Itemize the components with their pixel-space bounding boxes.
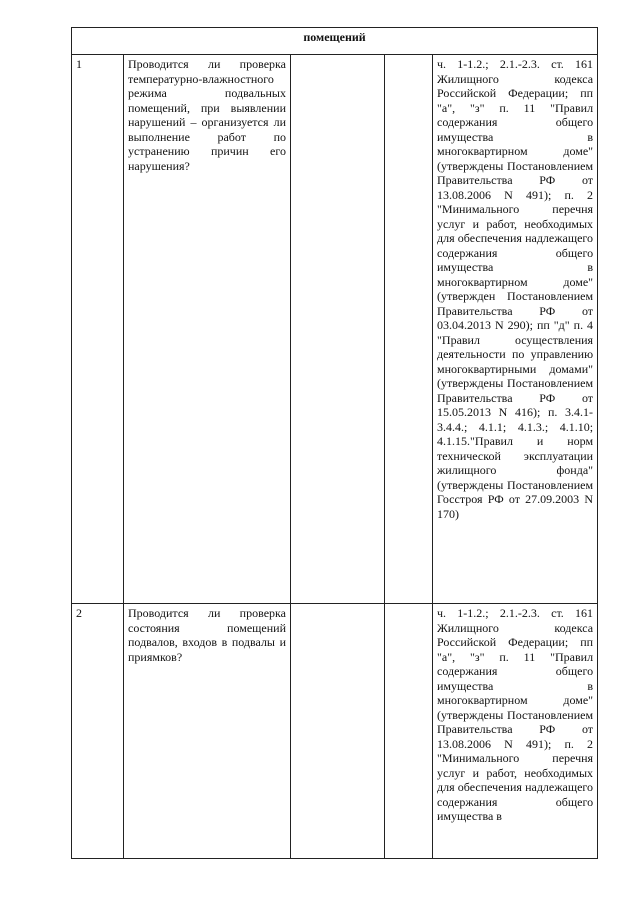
- empty-cell: [291, 604, 385, 859]
- section-header-row: [72, 28, 598, 55]
- empty-cell: [385, 604, 433, 859]
- section-title: помещений: [72, 28, 598, 55]
- empty-cell: [385, 55, 433, 604]
- row-number: 2: [72, 604, 124, 859]
- question-cell: Проводится ли проверка состояния помещений подвалов, входов в подвалы и приямков?: [124, 604, 291, 859]
- checklist-table: [71, 27, 598, 859]
- legal-reference-cell: [433, 604, 598, 859]
- table-row: [72, 55, 598, 604]
- question-cell: Проводится ли проверка температурно-влажностного режима подвальных помещений, при выявлении нарушений – организуется ли выполнение работ по устранению причин его нарушения?: [124, 55, 291, 604]
- legal-reference-text: ч. 1-1.2.; 2.1.-2.3. ст. 161 Жилищного кодекса Российской Федерации; пп "а", "з" п. 11 "Правил содержания общего имущества в многоквартирном доме" (утверждены Постановлением Правительства РФ от 13.08.2006 N 491); п. 2 "Минимального перечня услуг и работ, необходимых для обеспечения надлежащего содержания общего имущества в: [437, 606, 594, 823]
- legal-reference-cell: ч. 1-1.2.; 2.1.-2.3. ст. 161 Жилищного кодекса Российской Федерации; пп "а", "з" п. 11 "Правил содержания общего имущества в многоквартирном доме" (утверждены Постановлением Правительства РФ от 13.08.2006 N 491); п. 2 "Минимального перечня услуг и работ, необходимых для обеспечения надлежащего содержания общего имущества в многоквартирном доме" (утвержден Постановлением Правительства РФ от 03.04.2013 N 290); пп "д" п. 4 "Правил осуществления деятельности по управлению многоквартирными домами" (утверждены Постановлением Правительства РФ от 15.05.2013 N 416); п. 3.4.1-3.4.4.; 4.1.1; 4.1.3.; 4.1.10; 4.1.15."Правил и норм технической эксплуатации жилищного фонда" (утверждены Постановлением Госстроя РФ от 27.09.2003 N 170): [433, 55, 598, 604]
- table-row: [72, 604, 598, 859]
- empty-cell: [291, 55, 385, 604]
- row-number: 1: [72, 55, 124, 604]
